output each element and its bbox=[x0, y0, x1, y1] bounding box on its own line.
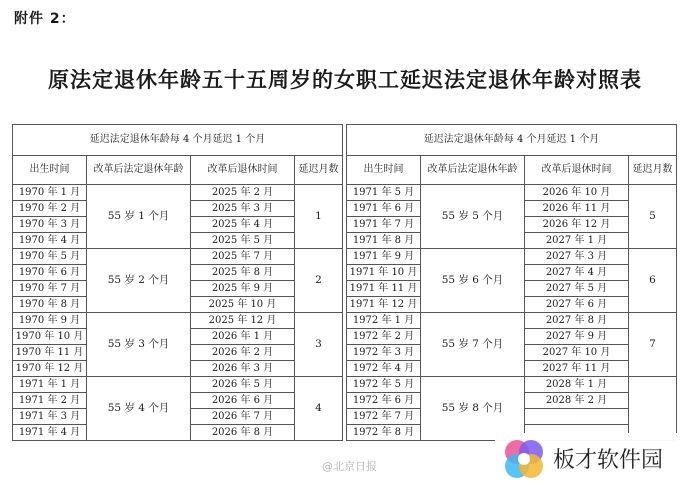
birth-date-cell: 1970 年 3 月 bbox=[13, 217, 87, 233]
birth-date-cell: 1972 年 1 月 bbox=[347, 313, 421, 329]
retirement-date-cell: 2025 年 10 月 bbox=[191, 297, 295, 313]
retirement-date-cell: 2025 年 5 月 bbox=[191, 233, 295, 249]
birth-date-cell: 1971 年 7 月 bbox=[347, 217, 421, 233]
birth-date-cell: 1971 年 11 月 bbox=[347, 281, 421, 297]
birth-date-cell: 1970 年 2 月 bbox=[13, 201, 87, 217]
delay-months-cell: 1 bbox=[295, 185, 343, 249]
retirement-date-cell: 2027 年 5 月 bbox=[525, 281, 629, 297]
birth-date-cell: 1971 年 9 月 bbox=[347, 249, 421, 265]
table-caption: 延迟法定退休年龄每 4 个月延迟 1 个月 bbox=[13, 125, 343, 156]
birth-date-cell: 1970 年 12 月 bbox=[13, 361, 87, 377]
birth-date-cell: 1970 年 11 月 bbox=[13, 345, 87, 361]
retirement-date-cell: 2025 年 7 月 bbox=[191, 249, 295, 265]
birth-date-cell: 1971 年 1 月 bbox=[13, 377, 87, 393]
column-header: 延迟月数 bbox=[295, 156, 343, 185]
delay-months-cell bbox=[629, 377, 677, 441]
birth-date-cell: 1971 年 3 月 bbox=[13, 409, 87, 425]
comparison-table-left bbox=[12, 124, 343, 441]
retirement-date-cell: 2027 年 4 月 bbox=[525, 265, 629, 281]
birth-date-cell: 1971 年 12 月 bbox=[347, 297, 421, 313]
birth-date-cell: 1970 年 6 月 bbox=[13, 265, 87, 281]
table-row bbox=[347, 185, 677, 201]
retirement-date-cell: 2027 年 11 月 bbox=[525, 361, 629, 377]
column-header: 改革后法定退休年龄 bbox=[421, 156, 525, 185]
table-caption: 延迟法定退休年龄每 4 个月延迟 1 个月 bbox=[347, 125, 677, 156]
retirement-age-cell: 55 岁 7 个月 bbox=[421, 313, 525, 377]
comparison-table-right bbox=[346, 124, 677, 441]
retirement-age-cell: 55 岁 2 个月 bbox=[87, 249, 191, 313]
retirement-date-cell: 2026 年 3 月 bbox=[191, 361, 295, 377]
birth-date-cell: 1970 年 7 月 bbox=[13, 281, 87, 297]
table-row bbox=[347, 313, 677, 329]
delay-months-cell: 4 bbox=[295, 377, 343, 441]
retirement-date-cell: 2025 年 12 月 bbox=[191, 313, 295, 329]
delay-months-cell: 6 bbox=[629, 249, 677, 313]
birth-date-cell: 1972 年 8 月 bbox=[347, 425, 421, 441]
table-row bbox=[13, 377, 343, 393]
retirement-date-cell: 2027 年 8 月 bbox=[525, 313, 629, 329]
retirement-date-cell: 2027 年 6 月 bbox=[525, 297, 629, 313]
retirement-date-cell: 2026 年 6 月 bbox=[191, 393, 295, 409]
birth-date-cell: 1971 年 2 月 bbox=[13, 393, 87, 409]
retirement-age-cell: 55 岁 5 个月 bbox=[421, 185, 525, 249]
retirement-date-cell: 2026 年 5 月 bbox=[191, 377, 295, 393]
column-header: 改革后法定退休年龄 bbox=[87, 156, 191, 185]
table-row bbox=[13, 249, 343, 265]
retirement-age-cell: 55 岁 6 个月 bbox=[421, 249, 525, 313]
birth-date-cell: 1971 年 8 月 bbox=[347, 233, 421, 249]
retirement-date-cell: 2025 年 9 月 bbox=[191, 281, 295, 297]
brand-name: 板才软件园 bbox=[553, 448, 664, 473]
retirement-date-cell: 2025 年 8 月 bbox=[191, 265, 295, 281]
retirement-age-cell: 55 岁 8 个月 bbox=[421, 377, 525, 441]
delay-months-cell: 5 bbox=[629, 185, 677, 249]
retirement-age-cell: 55 岁 3 个月 bbox=[87, 313, 191, 377]
birth-date-cell: 1970 年 1 月 bbox=[13, 185, 87, 201]
column-header: 出生时间 bbox=[13, 156, 87, 185]
retirement-date-cell: 2025 年 2 月 bbox=[191, 185, 295, 201]
birth-date-cell: 1970 年 8 月 bbox=[13, 297, 87, 313]
table-row bbox=[347, 249, 677, 265]
birth-date-cell: 1971 年 5 月 bbox=[347, 185, 421, 201]
retirement-date-cell: 2026 年 2 月 bbox=[191, 345, 295, 361]
retirement-date-cell: 2026 年 1 月 bbox=[191, 329, 295, 345]
birth-date-cell: 1972 年 5 月 bbox=[347, 377, 421, 393]
retirement-age-cell: 55 岁 1 个月 bbox=[87, 185, 191, 249]
birth-date-cell: 1971 年 4 月 bbox=[13, 425, 87, 441]
retirement-date-cell: 2027 年 1 月 bbox=[525, 233, 629, 249]
birth-date-cell: 1972 年 7 月 bbox=[347, 409, 421, 425]
retirement-date-cell: 2026 年 7 月 bbox=[191, 409, 295, 425]
column-header: 改革后退休时间 bbox=[191, 156, 295, 185]
retirement-date-cell: 2027 年 9 月 bbox=[525, 329, 629, 345]
birth-date-cell: 1971 年 6 月 bbox=[347, 201, 421, 217]
retirement-date-cell bbox=[525, 409, 629, 425]
birth-date-cell: 1972 年 3 月 bbox=[347, 345, 421, 361]
retirement-date-cell: 2025 年 3 月 bbox=[191, 201, 295, 217]
retirement-date-cell: 2026 年 10 月 bbox=[525, 185, 629, 201]
birth-date-cell: 1972 年 2 月 bbox=[347, 329, 421, 345]
attachment-label: 附件 2： bbox=[14, 11, 76, 27]
table-row bbox=[13, 313, 343, 329]
birth-date-cell: 1971 年 10 月 bbox=[347, 265, 421, 281]
retirement-date-cell: 2027 年 10 月 bbox=[525, 345, 629, 361]
retirement-date-cell: 2026 年 8 月 bbox=[191, 425, 295, 441]
delay-months-cell: 3 bbox=[295, 313, 343, 377]
retirement-date-cell: 2025 年 4 月 bbox=[191, 217, 295, 233]
birth-date-cell: 1970 年 10 月 bbox=[13, 329, 87, 345]
table-row bbox=[347, 377, 677, 393]
retirement-date-cell: 2027 年 3 月 bbox=[525, 249, 629, 265]
column-header: 延迟月数 bbox=[629, 156, 677, 185]
brand-badge bbox=[495, 433, 690, 484]
retirement-age-cell: 55 岁 4 个月 bbox=[87, 377, 191, 441]
birth-date-cell: 1970 年 9 月 bbox=[13, 313, 87, 329]
birth-date-cell: 1970 年 4 月 bbox=[13, 233, 87, 249]
brand-logo-icon bbox=[501, 436, 547, 482]
delay-months-cell: 2 bbox=[295, 249, 343, 313]
birth-date-cell: 1970 年 5 月 bbox=[13, 249, 87, 265]
retirement-date-cell: 2028 年 1 月 bbox=[525, 377, 629, 393]
watermark-text: @北京日报 bbox=[322, 460, 377, 473]
column-header: 出生时间 bbox=[347, 156, 421, 185]
birth-date-cell: 1972 年 4 月 bbox=[347, 361, 421, 377]
table-row bbox=[13, 185, 343, 201]
column-header: 改革后退休时间 bbox=[525, 156, 629, 185]
document-title: 原法定退休年龄五十五周岁的女职工延迟法定退休年龄对照表 bbox=[48, 67, 642, 92]
delay-months-cell: 7 bbox=[629, 313, 677, 377]
retirement-date-cell: 2026 年 11 月 bbox=[525, 201, 629, 217]
retirement-date-cell: 2026 年 12 月 bbox=[525, 217, 629, 233]
retirement-date-cell: 2028 年 2 月 bbox=[525, 393, 629, 409]
birth-date-cell: 1972 年 6 月 bbox=[347, 393, 421, 409]
